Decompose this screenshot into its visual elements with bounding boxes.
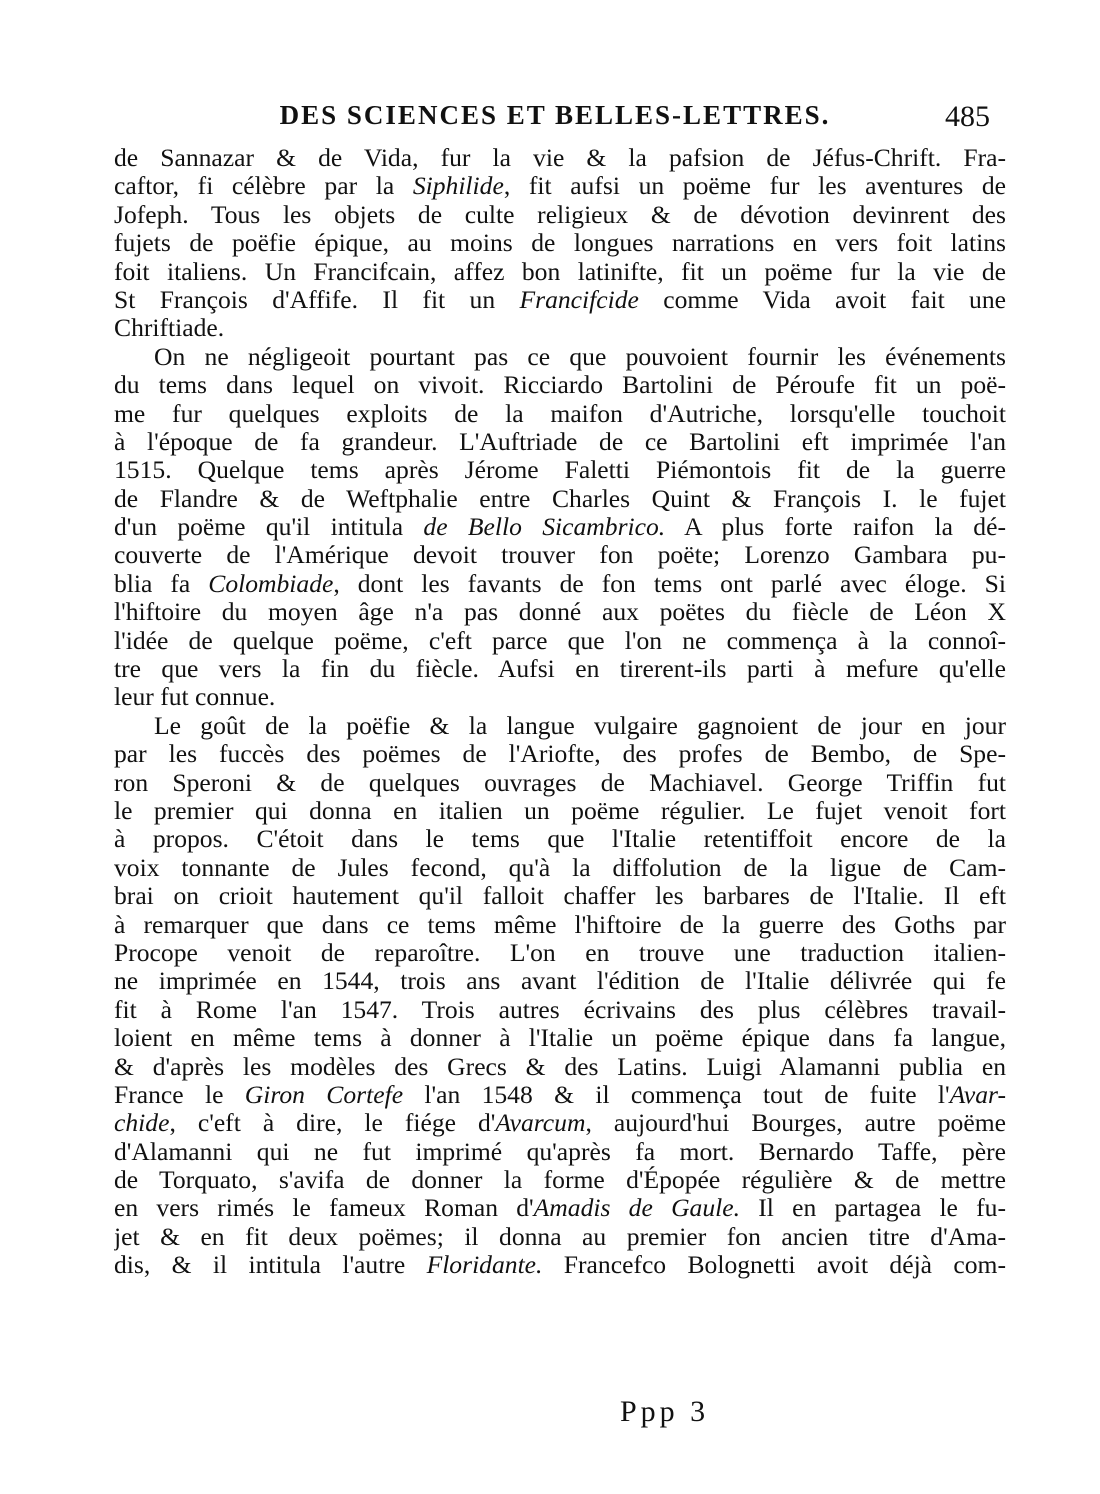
text-segment: d'Alamanni qui ne fut imprimé qu'après fa mort. Bernardo Taffe, père [114, 1137, 1006, 1166]
text-line [114, 1081, 1006, 1109]
italic-segment: Siphilide [412, 172, 504, 201]
text-line [114, 769, 1006, 797]
text-segment: Procope venoit de reparoître. L'on en trouve une traduction italien- [114, 938, 1006, 967]
text-line [114, 740, 1006, 768]
text-segment: l'hiftoire du moyen âge n'a pas donné aux poëtes du fiècle de Léon X [114, 598, 1006, 627]
text-segment: à remarquer que dans ce tems même l'hiftoire de la guerre des Goths par [114, 910, 1006, 939]
text-line [114, 1194, 1006, 1222]
text-line [114, 428, 1006, 456]
text-line [114, 683, 1006, 711]
italic-segment: Colombiade [208, 569, 334, 598]
text-segment: blia fa [114, 569, 209, 598]
text-line [114, 1053, 1006, 1081]
text-line [114, 627, 1006, 655]
text-segment: en vers rimés le fameux Roman d' [114, 1194, 534, 1223]
text-line [114, 229, 1006, 257]
italic-segment: Avar- [949, 1080, 1006, 1109]
text-line [114, 825, 1006, 853]
text-segment: comme Vida avoit fait une [638, 285, 1006, 314]
text-segment: foit italiens. Un Francifcain, affez bon latinifte, fit un poëme fur la vie de [114, 257, 1006, 286]
text-line [114, 882, 1006, 910]
text-segment: à l'époque de fa grandeur. L'Auftriade de ce Bartolini eft imprimée l'an [114, 427, 1006, 456]
text-line [114, 996, 1006, 1024]
text-segment: l'an 1548 & il commença tout de fuite l' [403, 1080, 950, 1109]
text-line [114, 258, 1006, 286]
text-line [114, 854, 1006, 882]
text-line [114, 172, 1006, 200]
text-segment: brai on crioit hautement qu'il falloit chaffer les barbares de l'Italie. Il eft [114, 882, 1006, 911]
text-segment: par les fuccès des poëmes de l'Ariofte, des profes de Bembo, de Spe- [114, 740, 1006, 769]
text-segment: caftor, fi célèbre par la [114, 172, 413, 201]
text-line [114, 371, 1006, 399]
page-number: 485 [945, 100, 990, 133]
text-line [114, 1251, 1006, 1279]
text-line [114, 314, 1006, 342]
text-segment: ron Speroni & de quelques ouvrages de Machiavel. George Triffin fut [114, 768, 1006, 797]
text-segment: , fit aufsi un poëme fur les aventures de [503, 172, 1006, 201]
text-line [114, 1223, 1006, 1251]
text-segment: St François d'Affife. Il fit un [114, 285, 520, 314]
italic-segment: Avarcum [495, 1109, 586, 1138]
text-segment: & d'après les modèles des Grecs & des Latins. Luigi Alamanni publia en [114, 1052, 1006, 1081]
text-segment: fujets de poëfie épique, au moins de longues narrations en vers foit latins [114, 229, 1006, 258]
text-segment: de Torquato, s'avifa de donner la forme d'Épopée régulière & de mettre [114, 1166, 1006, 1195]
text-segment: France le [114, 1080, 245, 1109]
text-line [114, 400, 1006, 428]
text-line [114, 712, 1006, 740]
text-segment: couverte de l'Amérique devoit trouver fon poëte; Lorenzo Gambara pu- [114, 541, 1006, 570]
text-line [114, 967, 1006, 995]
text-line [114, 1024, 1006, 1052]
text-segment: ne imprimée en 1544, trois ans avant l'édition de l'Italie délivrée qui fe [114, 967, 1006, 996]
text-line [114, 655, 1006, 683]
text-line [114, 1166, 1006, 1194]
text-segment: d'un poëme qu'il intitula [114, 513, 424, 542]
text-segment: Jofeph. Tous les objets de culte religieux & de dévotion devinrent des [114, 200, 1006, 229]
text-line [114, 570, 1006, 598]
text-segment: jet & en fit deux poëmes; il donna au premier fon ancien titre d'Ama- [114, 1222, 1006, 1251]
italic-segment: Floridante. [426, 1251, 543, 1280]
text-segment: l'idée de quelque poëme, c'eft parce que l'on ne commença à la connoî- [114, 626, 1006, 655]
italic-segment: Giron Cortefe [244, 1080, 404, 1109]
text-segment: dis, & il intitula l'autre [114, 1251, 427, 1280]
italic-segment: chide [114, 1109, 170, 1138]
printer-signature: Ppp 3 [620, 1395, 710, 1428]
text-segment: le premier qui donna en italien un poëme régulier. Le fujet venoit fort [114, 796, 1006, 825]
text-segment: 1515. Quelque tems après Jérome Faletti Piémontois fit de la guerre [114, 456, 1006, 485]
text-line [114, 513, 1006, 541]
text-segment: de Flandre & de Weftphalie entre Charles Quint & François I. le fujet [114, 484, 1006, 513]
text-segment: du tems dans lequel on vivoit. Ricciardo Bartolini de Péroufe fit un poë- [114, 371, 1006, 400]
text-line [114, 343, 1006, 371]
text-segment: Chriftiade. [114, 314, 225, 343]
text-segment: tre que vers la fin du fiècle. Aufsi en tirerent-ils parti à mefure qu'elle [114, 655, 1006, 684]
italic-segment: Amadis de Gaule. [533, 1194, 741, 1223]
text-segment: voix tonnante de Jules fecond, qu'à la diffolution de la ligue de Cam- [114, 853, 1006, 882]
text-line [114, 456, 1006, 484]
italic-segment: Francifcide [519, 285, 639, 314]
running-title: DES SCIENCES ET BELLES-LETTRES. [279, 100, 831, 130]
text-segment: leur fut connue. [114, 683, 276, 712]
text-segment: On ne négligeoit pourtant pas ce que pouvoient fournir les événements [154, 342, 1006, 371]
text-line [114, 541, 1006, 569]
text-line [114, 1109, 1006, 1137]
text-segment: , c'eft à dire, le fiége d' [169, 1109, 496, 1138]
text-line [114, 939, 1006, 967]
italic-segment: de Bello Sicambrico. [423, 513, 666, 542]
text-segment: fit à Rome l'an 1547. Trois autres écrivains des plus célèbres travail- [114, 995, 1006, 1024]
text-line [114, 911, 1006, 939]
text-segment: Le goût de la poëfie & la langue vulgaire gagnoient de jour en jour [154, 711, 1006, 740]
text-segment: à propos. C'étoit dans le tems que l'Italie retentiffoit encore de la [114, 825, 1006, 854]
text-segment: loient en même tems à donner à l'Italie un poëme épique dans fa langue, [114, 1024, 1006, 1053]
text-segment: Il en partagea le fu- [740, 1194, 1006, 1223]
text-segment: de Sannazar & de Vida, fur la vie & la pafsion de Jéfus-Chrift. Fra- [114, 144, 1006, 172]
text-line [114, 797, 1006, 825]
text-segment: A plus forte raifon la dé- [665, 513, 1006, 542]
text-segment: Francefco Bolognetti avoit déjà com- [542, 1251, 1006, 1280]
text-line [114, 201, 1006, 229]
body-text [114, 144, 1006, 1280]
text-line [114, 1138, 1006, 1166]
text-line [114, 598, 1006, 626]
text-line [114, 144, 1006, 172]
text-segment: , aujourd'hui Bourges, autre poëme [585, 1109, 1006, 1138]
text-line [114, 286, 1006, 314]
text-segment: , dont les favants de fon tems ont parlé avec éloge. Si [333, 569, 1006, 598]
text-segment: me fur quelques exploits de la maifon d'Autriche, lorsqu'elle touchoit [114, 399, 1006, 428]
text-line [114, 485, 1006, 513]
